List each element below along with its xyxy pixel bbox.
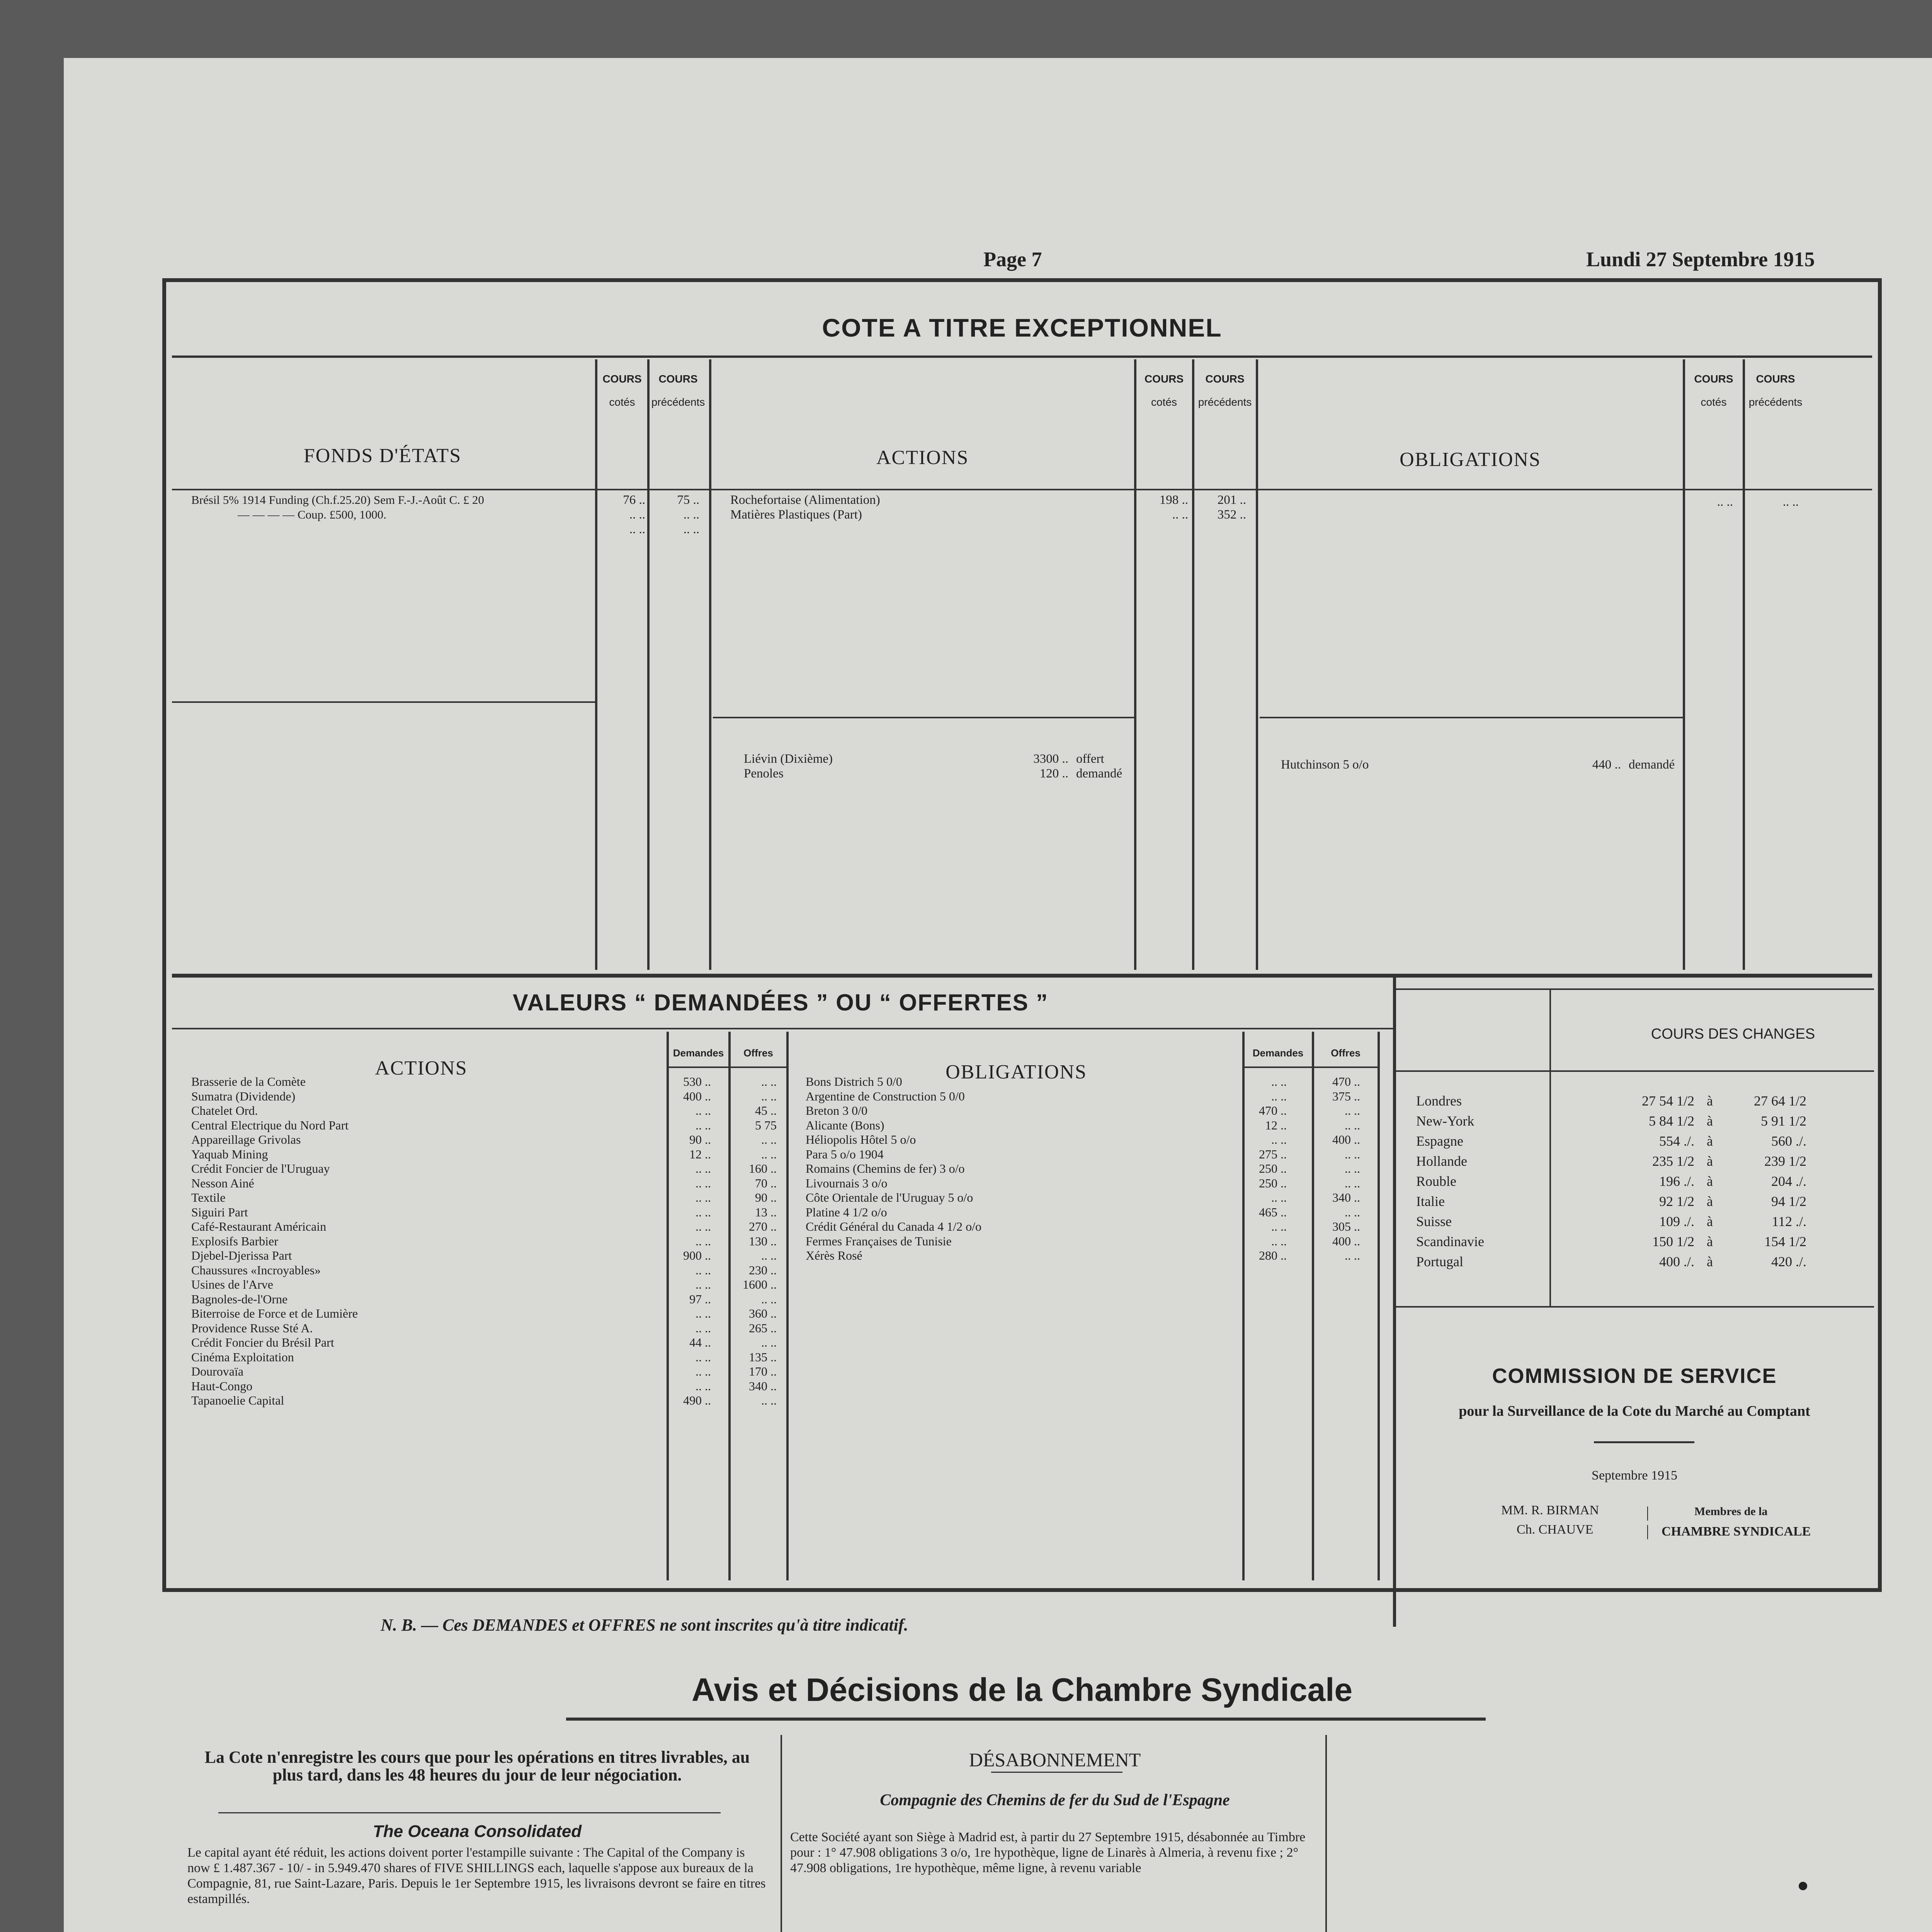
row-name: Italie — [1416, 1194, 1445, 1209]
divider — [1395, 988, 1874, 990]
col-cours: COURS — [658, 373, 698, 385]
row-value: 352 .. — [1217, 508, 1246, 522]
divider — [1378, 1032, 1380, 1580]
ink-dot — [1799, 1882, 1807, 1890]
cote-title: COTE A TITRE EXCEPTIONNEL — [822, 313, 1222, 342]
table-row — [730, 493, 1310, 507]
row-name: Nesson Ainé — [191, 1176, 254, 1190]
row-value: .. .. — [1345, 1162, 1360, 1175]
row-value: .. .. — [761, 1292, 777, 1306]
table-row — [191, 1190, 786, 1205]
row-value: 400 ./. — [1659, 1254, 1694, 1269]
table-row — [1416, 1254, 1864, 1269]
table-row — [1416, 1094, 1864, 1108]
table-row — [191, 522, 910, 537]
table-row — [1416, 1114, 1864, 1128]
col-cotes: cotés — [609, 396, 635, 408]
divider — [566, 1718, 1486, 1721]
table-row — [806, 1103, 1378, 1118]
row-value: 198 .. — [1159, 493, 1188, 507]
row-name: Rouble — [1416, 1173, 1456, 1189]
row-name: Suisse — [1416, 1214, 1452, 1229]
row-value: .. .. — [1271, 1075, 1287, 1088]
row-value: 470 .. — [1332, 1075, 1360, 1088]
row-value: .. .. — [696, 1379, 711, 1393]
col-cours: COURS — [1144, 373, 1184, 385]
table-row — [191, 1306, 786, 1321]
row-value: .. .. — [696, 1350, 711, 1364]
row-name: Crédit Foncier de l'Uruguay — [191, 1162, 330, 1175]
table-row — [1416, 1194, 1864, 1209]
row-value: 239 1/2 — [1764, 1153, 1806, 1169]
row-value: 75 .. — [677, 493, 699, 507]
row-name: Djebel-Djerissa Part — [191, 1248, 292, 1262]
col-cours: COURS — [602, 373, 642, 385]
col-prec: précédents — [1198, 396, 1252, 408]
table-row — [191, 1292, 786, 1306]
row-name: Providence Russe Sté A. — [191, 1321, 313, 1335]
table-row — [806, 1205, 1378, 1219]
table-row — [806, 1248, 1378, 1263]
row-value: 400 .. — [1332, 1133, 1360, 1146]
divider — [1192, 359, 1194, 970]
row-value: 196 ./. — [1659, 1173, 1694, 1189]
row-name: Siguiri Part — [191, 1205, 248, 1219]
table-row — [1416, 1174, 1864, 1189]
row-name: Héliopolis Hôtel 5 o/o — [806, 1133, 916, 1146]
row-value: 360 .. — [749, 1306, 777, 1320]
row-value: 13 .. — [755, 1205, 777, 1219]
table-row — [191, 1205, 786, 1219]
row-value: 554 ./. — [1659, 1133, 1694, 1149]
row-value: .. .. — [696, 1205, 711, 1219]
divider — [172, 489, 1872, 490]
table-row — [806, 1132, 1378, 1147]
row-name: Platine 4 1/2 o/o — [806, 1205, 887, 1219]
row-value: 12 .. — [1265, 1118, 1287, 1132]
row-name: Portugal — [1416, 1254, 1463, 1269]
desab-company: Compagnie des Chemins de fer du Sud de l'Espagne — [880, 1791, 1230, 1809]
table-row — [191, 1103, 786, 1118]
role-2: CHAMBRE SYNDICALE — [1662, 1524, 1811, 1539]
newspaper-page — [64, 58, 1932, 1932]
row-name: Brasserie de la Comète — [191, 1075, 306, 1088]
row-value: .. .. — [696, 1306, 711, 1320]
row-value: 70 .. — [755, 1176, 777, 1190]
row-name: Scandinavie — [1416, 1234, 1484, 1249]
row-value: 90 .. — [755, 1190, 777, 1204]
divider — [172, 974, 1872, 978]
row-value: 440 .. — [1592, 758, 1621, 772]
row-value: 97 .. — [689, 1292, 711, 1306]
row-value: .. .. — [1271, 1234, 1287, 1248]
row-value: 375 .. — [1332, 1089, 1360, 1103]
table-row — [806, 1219, 1378, 1234]
avis-title: Avis et Décisions de la Chambre Syndicale — [691, 1672, 1353, 1708]
role-1: Membres de la — [1694, 1505, 1768, 1518]
row-value: à — [1707, 1153, 1713, 1169]
divider — [172, 355, 1872, 358]
row-name: Café-Restaurant Américain — [191, 1219, 327, 1233]
row-value: à — [1707, 1173, 1713, 1189]
row-name: Haut-Congo — [191, 1379, 253, 1393]
row-name: Argentine de Construction 5 0/0 — [806, 1089, 965, 1103]
row-value: 44 .. — [689, 1335, 711, 1349]
row-value: .. .. — [696, 1321, 711, 1335]
obligations-title: OBLIGATIONS — [1400, 449, 1541, 471]
row-name: Para 5 o/o 1904 — [806, 1147, 884, 1161]
row-name: Biterroise de Force et de Lumière — [191, 1306, 358, 1320]
page-number — [983, 247, 1042, 271]
member-2: Ch. CHAUVE — [1517, 1522, 1594, 1537]
row-name: Usines de l'Arve — [191, 1277, 273, 1291]
row-name: Xérès Rosé — [806, 1248, 862, 1262]
divider — [1260, 717, 1685, 718]
row-name: Fermes Françaises de Tunisie — [806, 1234, 952, 1248]
col-demandes: Demandes — [1252, 1047, 1304, 1059]
row-name: Penoles — [744, 767, 784, 781]
row-value: 120 .. — [1039, 767, 1068, 781]
table-row — [806, 1074, 1378, 1089]
row-value: à — [1707, 1234, 1713, 1249]
table-row — [191, 1161, 786, 1176]
divider — [709, 359, 711, 970]
row-name: Tapanoelie Capital — [191, 1393, 284, 1407]
table-row — [1416, 1134, 1864, 1148]
col-cours: COURS — [1756, 373, 1795, 385]
row-value: .. .. — [1271, 1089, 1287, 1103]
offer-row — [744, 752, 1246, 766]
divider — [172, 701, 595, 703]
row-value: 340 .. — [749, 1379, 777, 1393]
row-name: Crédit Général du Canada 4 1/2 o/o — [806, 1219, 981, 1233]
row-value: 250 .. — [1259, 1162, 1287, 1175]
row-name: — — — — Coup. £500, 1000. — [238, 508, 386, 521]
row-name: Bagnoles-de-l'Orne — [191, 1292, 288, 1306]
row-value: .. .. — [761, 1075, 777, 1088]
row-value: .. .. — [1271, 1190, 1287, 1204]
table-row — [191, 1132, 786, 1147]
offer-row — [744, 766, 1246, 781]
row-value: .. .. — [629, 522, 645, 536]
row-value: .. .. — [696, 1364, 711, 1378]
valeurs-title: VALEURS “ DEMANDÉES ” OU “ OFFERTES ” — [512, 990, 1049, 1015]
table-row — [191, 1379, 786, 1393]
row-name: Bons Districh 5 0/0 — [806, 1075, 902, 1088]
divider — [667, 1066, 786, 1068]
row-value: à — [1707, 1214, 1713, 1229]
table-row — [191, 1277, 786, 1292]
divider — [1256, 359, 1258, 970]
row-value: .. .. — [696, 1118, 711, 1132]
row-name: New-York — [1416, 1113, 1475, 1129]
table-row — [806, 1089, 1378, 1104]
row-value: .. .. — [683, 522, 699, 536]
row-value: 235 1/2 — [1652, 1153, 1694, 1169]
row-name: Central Electrique du Nord Part — [191, 1118, 349, 1132]
row-name: Chatelet Ord. — [191, 1104, 258, 1117]
row-value: à — [1707, 1254, 1713, 1269]
divider — [991, 1772, 1122, 1773]
fonds-title: FONDS D'ÉTATS — [303, 445, 462, 467]
offer-status: demandé — [1629, 758, 1675, 772]
table-row — [191, 1350, 786, 1364]
table-row — [806, 1176, 1378, 1190]
valeurs-actions-title: ACTIONS — [375, 1057, 468, 1079]
row-value: 900 .. — [683, 1248, 711, 1262]
row-value: .. .. — [696, 1263, 711, 1277]
row-value: 5 91 1/2 — [1760, 1113, 1806, 1129]
row-value: 5 84 1/2 — [1648, 1113, 1694, 1129]
member-1: MM. R. BIRMAN — [1501, 1503, 1599, 1517]
row-name: Romains (Chemins de fer) 3 o/o — [806, 1162, 965, 1175]
divider — [786, 1032, 789, 1580]
row-value: .. .. — [696, 1176, 711, 1190]
col-offres: Offres — [1331, 1047, 1361, 1059]
row-name: Hollande — [1416, 1153, 1467, 1169]
row-value: 560 ./. — [1771, 1133, 1806, 1149]
col-prec: précédents — [651, 396, 705, 408]
row-name: Hutchinson 5 o/o — [1281, 758, 1369, 772]
divider — [1134, 359, 1136, 970]
table-row — [806, 1161, 1378, 1176]
row-value: 305 .. — [1332, 1219, 1360, 1233]
row-value: .. .. — [696, 1234, 711, 1248]
row-value: 90 .. — [689, 1133, 711, 1146]
row-value: 154 1/2 — [1764, 1234, 1806, 1249]
row-name: Explosifs Barbier — [191, 1234, 278, 1248]
row-value: .. .. — [761, 1248, 777, 1262]
row-value: 530 .. — [683, 1075, 711, 1088]
row-name: Londres — [1416, 1093, 1462, 1109]
row-value: 275 .. — [1259, 1147, 1287, 1161]
table-row — [1687, 495, 1861, 509]
offer-row — [1281, 757, 1745, 772]
table-row — [191, 1248, 786, 1263]
row-value: à — [1707, 1113, 1713, 1129]
row-value: .. .. — [629, 508, 645, 522]
row-name: Yaquab Mining — [191, 1147, 268, 1161]
table-row — [191, 1393, 786, 1408]
divider — [713, 717, 1136, 718]
desab-text: Cette Société ayant son Siège à Madrid est, à partir du 27 Septembre 1915, désabonnée au Timbre pour : 1° 47.908 obligations 3 o/o, 1re hypothèque, ligne de Linarès à Almeria, à revenu fixe ; 2° 47.908 obligations, 1re hypothèque, même ligne, à revenu variable — [790, 1830, 1306, 1875]
divider — [781, 1735, 782, 1932]
row-value: 76 .. — [623, 493, 645, 507]
row-value: 45 .. — [755, 1104, 777, 1117]
row-value: 470 .. — [1259, 1104, 1287, 1117]
row-value: 465 .. — [1259, 1205, 1287, 1219]
row-name: Livournais 3 o/o — [806, 1176, 888, 1190]
divider — [1395, 1070, 1874, 1072]
row-value: 160 .. — [749, 1162, 777, 1175]
row-name: Crédit Foncier du Brésil Part — [191, 1335, 334, 1349]
row-value: .. .. — [1345, 1118, 1360, 1132]
col-cotes: cotés — [1151, 396, 1177, 408]
row-value: .. .. — [1271, 1133, 1287, 1146]
divider — [1242, 1066, 1378, 1068]
row-value: 112 ./. — [1772, 1214, 1806, 1229]
table-row — [806, 1147, 1378, 1162]
table-row — [191, 1335, 786, 1350]
divider — [218, 1812, 721, 1813]
divider — [172, 1028, 1393, 1029]
row-value: .. .. — [1717, 495, 1733, 509]
row-name: Cinéma Exploitation — [191, 1350, 294, 1364]
col-offres: Offres — [743, 1047, 773, 1059]
col-cotes: cotés — [1701, 396, 1727, 408]
col-demandes: Demandes — [673, 1047, 724, 1059]
row-value: 400 .. — [1332, 1234, 1360, 1248]
row-name: Alicante (Bons) — [806, 1118, 884, 1132]
table-row — [1416, 1234, 1864, 1249]
row-name: Dourovaïa — [191, 1364, 244, 1378]
table-row — [191, 1074, 786, 1089]
row-value: 130 .. — [749, 1234, 777, 1248]
row-value: 265 .. — [749, 1321, 777, 1335]
row-value: 280 .. — [1259, 1248, 1287, 1262]
row-name: Breton 3 0/0 — [806, 1104, 867, 1117]
row-value: 270 .. — [749, 1219, 777, 1233]
row-value: .. .. — [761, 1133, 777, 1146]
row-value: .. .. — [761, 1089, 777, 1103]
table-row — [191, 1118, 786, 1133]
row-value: 340 .. — [1332, 1190, 1360, 1204]
row-name: Rochefortaise (Alimentation) — [730, 493, 880, 507]
row-value: .. .. — [696, 1104, 711, 1117]
row-value: 94 1/2 — [1771, 1194, 1806, 1209]
brace: | | — [1646, 1503, 1650, 1539]
row-value: 1600 .. — [743, 1277, 777, 1291]
divider — [1743, 359, 1745, 970]
divider — [1594, 1441, 1694, 1443]
table-row — [1416, 1154, 1864, 1168]
row-value: à — [1707, 1133, 1713, 1149]
row-value: 92 1/2 — [1659, 1194, 1694, 1209]
row-value: .. .. — [683, 508, 699, 522]
table-row — [806, 1118, 1378, 1133]
row-value: .. .. — [696, 1190, 711, 1204]
table-row — [191, 1147, 786, 1162]
table-row — [191, 1219, 786, 1234]
row-name: Liévin (Dixième) — [744, 752, 833, 766]
row-value: 12 .. — [689, 1147, 711, 1161]
commission-month: Septembre 1915 — [1592, 1468, 1677, 1483]
row-value: .. .. — [761, 1147, 777, 1161]
table-row — [1416, 1214, 1864, 1229]
table-row — [806, 1190, 1378, 1205]
commission-subtitle: pour la Surveillance de la Cote du Marché au Comptant — [1459, 1403, 1810, 1419]
actions-title: ACTIONS — [876, 447, 969, 469]
page-date-text: Lundi 27 Septembre 1915 — [1586, 248, 1815, 271]
divider — [1395, 1306, 1874, 1308]
row-value: .. .. — [1345, 1205, 1360, 1219]
oceana-text: Le capital ayant été réduit, les actions doivent porter l'estampille suivante : The Capital of the Company is now £ 1.487.367 - 10/ - in 5.949.470 shares of FIVE SHILLINGS each, laquelle s'appose aux bureaux de la Compagnie, 81, rue Saint-Lazare, Paris. Depuis le 1er Septembre 1915, les livraisons devront se faire en titres estampillés. — [187, 1845, 766, 1906]
divider — [1683, 359, 1685, 970]
divider — [595, 359, 597, 970]
row-name: Matières Plastiques (Part) — [730, 508, 862, 522]
table-row — [191, 1089, 786, 1104]
row-value: .. .. — [696, 1162, 711, 1175]
row-name: Appareillage Grivolas — [191, 1133, 301, 1146]
offer-status: demandé — [1076, 767, 1122, 781]
page-date — [1586, 247, 1815, 271]
row-value: .. .. — [1345, 1248, 1360, 1262]
col-cours: COURS — [1205, 373, 1245, 385]
row-value: 3300 .. — [1033, 752, 1068, 766]
row-value: .. .. — [761, 1393, 777, 1407]
row-value: 27 54 1/2 — [1641, 1093, 1694, 1109]
row-value: .. .. — [1345, 1147, 1360, 1161]
table-row — [191, 1321, 786, 1335]
commission-title: COMMISSION DE SERVICE — [1492, 1364, 1777, 1388]
row-value: 27 64 1/2 — [1753, 1093, 1806, 1109]
row-value: .. .. — [696, 1277, 711, 1291]
row-name: Espagne — [1416, 1133, 1463, 1149]
row-name: Côte Orientale de l'Uruguay 5 o/o — [806, 1190, 973, 1204]
col-prec: précédents — [1748, 396, 1803, 408]
table-row — [191, 1263, 786, 1277]
row-value: 201 .. — [1217, 493, 1246, 507]
row-value: 250 .. — [1259, 1176, 1287, 1190]
row-value: 5 75 — [755, 1118, 777, 1132]
offer-status: offert — [1076, 752, 1104, 766]
row-value: 230 .. — [749, 1263, 777, 1277]
changes-title: COURS DES CHANGES — [1651, 1026, 1815, 1042]
divider — [1325, 1735, 1327, 1932]
table-row — [806, 1234, 1378, 1248]
row-value: à — [1707, 1194, 1713, 1209]
row-value: 400 .. — [683, 1089, 711, 1103]
divider — [1393, 978, 1396, 1627]
row-value: 490 .. — [683, 1393, 711, 1407]
row-value: .. .. — [1345, 1176, 1360, 1190]
row-value: 170 .. — [749, 1364, 777, 1378]
row-name: Brésil 5% 1914 Funding (Ch.f.25.20) Sem F.-J.-Août C. £ 20 — [191, 493, 484, 507]
row-value: .. .. — [696, 1219, 711, 1233]
page-number-text: Page 7 — [983, 248, 1042, 271]
row-value: 150 1/2 — [1652, 1234, 1694, 1249]
row-value: 204 ./. — [1771, 1173, 1806, 1189]
col-cours: COURS — [1694, 373, 1733, 385]
table-row — [191, 1176, 786, 1190]
row-name: Chaussures «Incroyables» — [191, 1263, 321, 1277]
table-row — [191, 1364, 786, 1379]
row-value: 109 ./. — [1659, 1214, 1694, 1229]
valeurs-oblig-title: OBLIGATIONS — [946, 1061, 1087, 1083]
row-name: Sumatra (Dividende) — [191, 1089, 296, 1103]
row-value: 420 ./. — [1771, 1254, 1806, 1269]
desab-title: DÉSABONNEMENT — [969, 1749, 1141, 1770]
valeurs-note: N. B. — Ces DEMANDES et OFFRES ne sont inscrites qu'à titre indicatif. — [381, 1616, 908, 1634]
row-value: .. .. — [761, 1335, 777, 1349]
oceana-title: The Oceana Consolidated — [372, 1822, 582, 1841]
row-value: .. .. — [1345, 1104, 1360, 1117]
table-row — [191, 1234, 786, 1248]
table-row — [730, 507, 1310, 522]
row-name: Textile — [191, 1190, 226, 1204]
row-value: .. .. — [1782, 495, 1799, 509]
row-value: à — [1707, 1093, 1713, 1109]
row-value: .. .. — [1172, 508, 1188, 522]
row-value: 135 .. — [749, 1350, 777, 1364]
avis-intro: La Cote n'enregistre les cours que pour les opérations en titres livrables, au plus tard, dans les 48 heures du jour de leur négociation. — [204, 1748, 750, 1784]
divider — [647, 359, 650, 970]
row-value: .. .. — [1271, 1219, 1287, 1233]
